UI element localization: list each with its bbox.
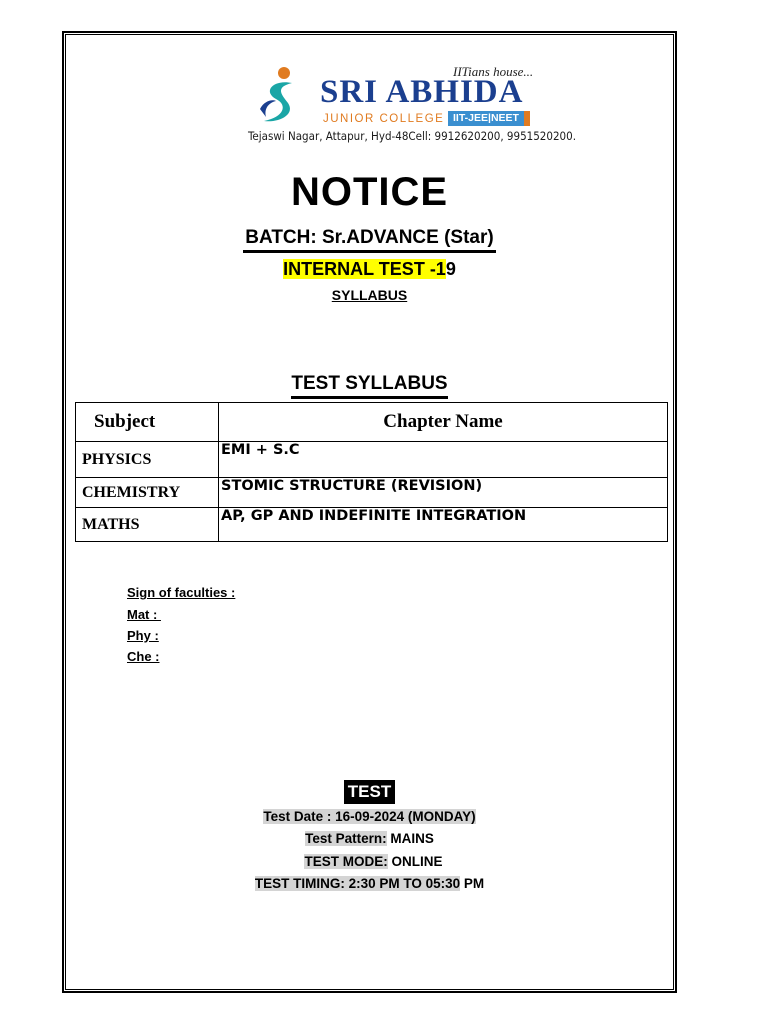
- subject-header: Subject: [76, 403, 219, 442]
- logo-badge: IIT-JEE|NEET: [448, 111, 530, 126]
- signature-chemistry: Che :: [127, 649, 160, 664]
- logo-address: Tejaswi Nagar, Attapur, Hyd-48Cell: 9912620200, 9951520200.: [248, 129, 576, 143]
- test-timing: [65, 875, 674, 893]
- logo-name: SRI ABHIDA: [320, 74, 524, 110]
- subject-cell: CHEMISTRY: [76, 478, 219, 508]
- chapter-cell: STOMIC STRUCTURE (REVISION): [219, 478, 668, 508]
- signature-physics: Phy :: [127, 628, 159, 643]
- college-logo: [238, 57, 576, 149]
- test-pattern: [65, 830, 674, 848]
- subject-cell: PHYSICS: [76, 442, 219, 478]
- internal-test-number: 9: [445, 259, 456, 279]
- table-row: [76, 478, 668, 508]
- chapter-cell: AP, GP AND INDEFINITE INTEGRATION: [219, 508, 668, 542]
- test-mode-value: ONLINE: [387, 854, 443, 869]
- test-mode: [65, 853, 674, 871]
- test-timing-label: TEST TIMING: 2:30 PM TO 05:30: [254, 876, 461, 891]
- signature-title: Sign of faculties :: [127, 585, 236, 600]
- table-row: [76, 442, 668, 478]
- test-timing-value: PM: [460, 876, 485, 891]
- syllabus-label: SYLLABUS: [331, 287, 408, 303]
- test-date: [65, 808, 674, 826]
- batch-label: BATCH: Sr.ADVANCE (Star): [243, 226, 495, 253]
- test-heading-label: TEST: [344, 780, 395, 804]
- batch-heading: [65, 226, 674, 253]
- test-heading: [65, 780, 674, 804]
- test-pattern-label: Test Pattern:: [305, 831, 387, 846]
- chapter-header: Chapter Name: [219, 403, 668, 442]
- chapter-cell: EMI + S.C: [219, 442, 668, 478]
- internal-test-highlight: INTERNAL TEST -1: [283, 259, 446, 279]
- logo-tagline: IITians house...: [453, 64, 534, 79]
- subject-cell: MATHS: [76, 508, 219, 542]
- table-header-row: [76, 403, 668, 442]
- internal-test-heading: [65, 258, 674, 280]
- table-row: [76, 508, 668, 542]
- test-syllabus-heading: [65, 372, 674, 399]
- test-pattern-value: MAINS: [386, 831, 434, 846]
- logo-college-label: JUNIOR COLLEGE: [323, 113, 445, 125]
- notice-title: NOTICE: [290, 170, 449, 214]
- test-syllabus-label: TEST SYLLABUS: [291, 372, 447, 399]
- syllabus-table: [75, 402, 668, 542]
- logo-figure-icon: [254, 65, 300, 125]
- test-date-text: Test Date : 16-09-2024 (MONDAY): [263, 809, 476, 824]
- signature-maths: Mat :: [127, 607, 161, 622]
- test-mode-label: TEST MODE:: [304, 854, 388, 869]
- syllabus-heading: [65, 287, 674, 305]
